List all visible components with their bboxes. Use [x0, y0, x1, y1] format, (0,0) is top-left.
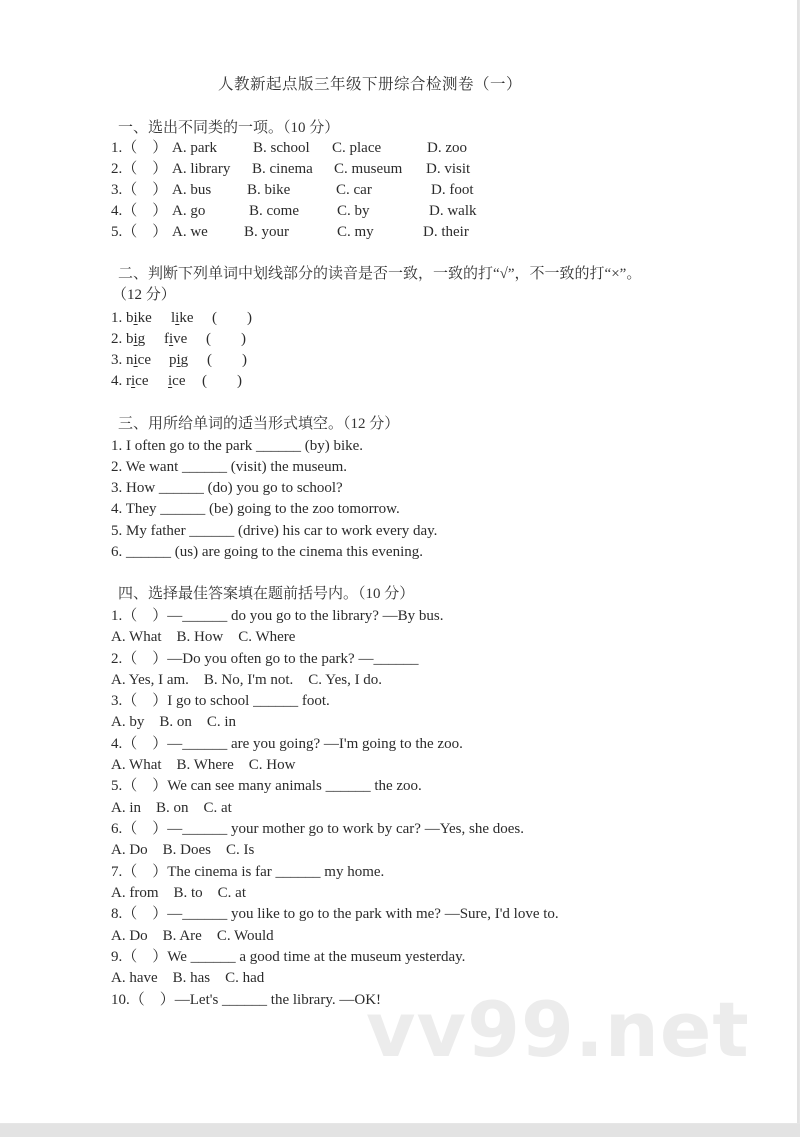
option-c: C. by	[337, 203, 370, 219]
question-number: 3.	[111, 352, 126, 368]
question-number: 1.（ ）	[111, 140, 168, 156]
word-2: ice	[168, 373, 186, 389]
s4-question-10: 10.（ ）—Let's ______ the library. —OK!	[111, 992, 382, 1008]
page-bottom-band	[0, 1124, 800, 1137]
answer-blank[interactable]: ( )	[202, 373, 242, 389]
option-b: B. school	[253, 140, 310, 156]
answer-blank[interactable]: ( )	[207, 352, 247, 368]
question-number: 4.	[111, 373, 126, 389]
s3-question-2: 2. We want ______ (visit) the museum.	[111, 459, 347, 475]
s2-question-3	[111, 350, 311, 371]
question-number: 2.	[111, 331, 126, 347]
question-number: 5.（ ）	[111, 224, 168, 240]
option-a: A. we	[172, 224, 208, 240]
option-c: C. place	[332, 140, 382, 156]
s4-question-6: 6.（ ）—______ your mother go to work by car? —Yes, she does.	[111, 821, 525, 837]
s3-question-6: 6. ______ (us) are going to the cinema this evening.	[111, 544, 424, 560]
s4-options-8: A. Do B. Are C. Would	[111, 928, 274, 944]
option-a: A. bus	[172, 182, 212, 198]
section3-heading: 三、用所给单词的适当形式填空。（12 分）	[118, 416, 400, 432]
s4-question-1: 1.（ ）—______ do you go to the library? —By bus.	[111, 608, 444, 624]
s4-options-2: A. Yes, I am. B. No, I'm not. C. Yes, I do.	[111, 672, 383, 688]
section4-heading: 四、选择最佳答案填在题前括号内。（10 分）	[118, 586, 415, 602]
s4-options-1: A. What B. How C. Where	[111, 629, 296, 645]
s4-options-9: A. have B. has C. had	[111, 970, 265, 986]
option-a: A. go	[172, 203, 206, 219]
question-number: 3.（ ）	[111, 182, 168, 198]
section2-points: （12 分）	[112, 287, 176, 303]
s4-options-6: A. Do B. Does C. Is	[111, 842, 255, 858]
s4-question-8: 8.（ ）—______ you like to go to the park with me? —Sure, I'd love to.	[111, 906, 559, 922]
option-c: C. my	[337, 224, 374, 240]
option-b: B. your	[244, 224, 289, 240]
question-number: 4.（ ）	[111, 203, 168, 219]
word-1: big	[126, 331, 146, 347]
section2-heading: 二、判断下列单词中划线部分的读音是否一致，一致的打“√”，不一致的打“×”。	[118, 266, 642, 282]
s4-options-3: A. by B. on C. in	[111, 714, 237, 730]
option-a: A. park	[172, 140, 217, 156]
option-a: A. library	[172, 161, 231, 177]
s2-question-1	[111, 308, 311, 329]
s3-question-3: 3. How ______ (do) you go to school?	[111, 480, 343, 496]
word-1: bike	[126, 310, 152, 326]
s4-question-7: 7.（ ）The cinema is far ______ my home.	[111, 864, 385, 880]
option-c: C. car	[336, 182, 372, 198]
word-2: pig	[169, 352, 189, 368]
s3-question-4: 4. They ______ (be) going to the zoo tomorrow.	[111, 501, 400, 517]
s4-question-2: 2.（ ）—Do you often go to the park? —______	[111, 651, 419, 667]
s4-question-9: 9.（ ）We ______ a good time at the museum yesterday.	[111, 949, 466, 965]
s3-question-5: 5. My father ______ (drive) his car to work every day.	[111, 523, 438, 539]
s2-question-2	[111, 329, 311, 350]
s1-question-2	[111, 159, 511, 180]
option-d: D. zoo	[427, 140, 467, 156]
s3-question-1: 1. I often go to the park ______ (by) bike.	[111, 438, 364, 454]
option-d: D. foot	[431, 182, 474, 198]
answer-blank[interactable]: ( )	[212, 310, 252, 326]
option-b: B. bike	[247, 182, 291, 198]
s1-question-3	[111, 180, 511, 201]
s4-question-4: 4.（ ）—______ are you going? —I'm going to the zoo.	[111, 736, 463, 752]
answer-blank[interactable]: ( )	[206, 331, 246, 347]
page-title: 人教新起点版三年级下册综合检测卷（一）	[217, 76, 522, 93]
s4-options-7: A. from B. to C. at	[111, 885, 246, 901]
question-number: 1.	[111, 310, 126, 326]
option-b: B. come	[249, 203, 299, 219]
s4-options-4: A. What B. Where C. How	[111, 757, 296, 773]
option-d: D. their	[423, 224, 469, 240]
s4-question-5: 5.（ ）We can see many animals ______ the zoo.	[111, 778, 422, 794]
s1-question-4	[111, 201, 511, 222]
option-b: B. cinema	[252, 161, 313, 177]
s1-question-1	[111, 138, 511, 159]
word-2: five	[164, 331, 188, 347]
s2-question-4	[111, 371, 311, 392]
s4-question-3: 3.（ ）I go to school ______ foot.	[111, 693, 330, 709]
question-number: 2.（ ）	[111, 161, 168, 177]
word-1: rice	[126, 373, 149, 389]
option-d: D. walk	[429, 203, 477, 219]
word-1: nice	[126, 352, 151, 368]
s4-options-5: A. in B. on C. at	[111, 800, 232, 816]
section1-heading: 一、选出不同类的一项。（10 分）	[118, 120, 340, 136]
option-c: C. museum	[334, 161, 403, 177]
watermark: vv99.net	[366, 985, 750, 1074]
option-d: D. visit	[426, 161, 471, 177]
word-2: like	[171, 310, 194, 326]
s1-question-5	[111, 222, 511, 243]
